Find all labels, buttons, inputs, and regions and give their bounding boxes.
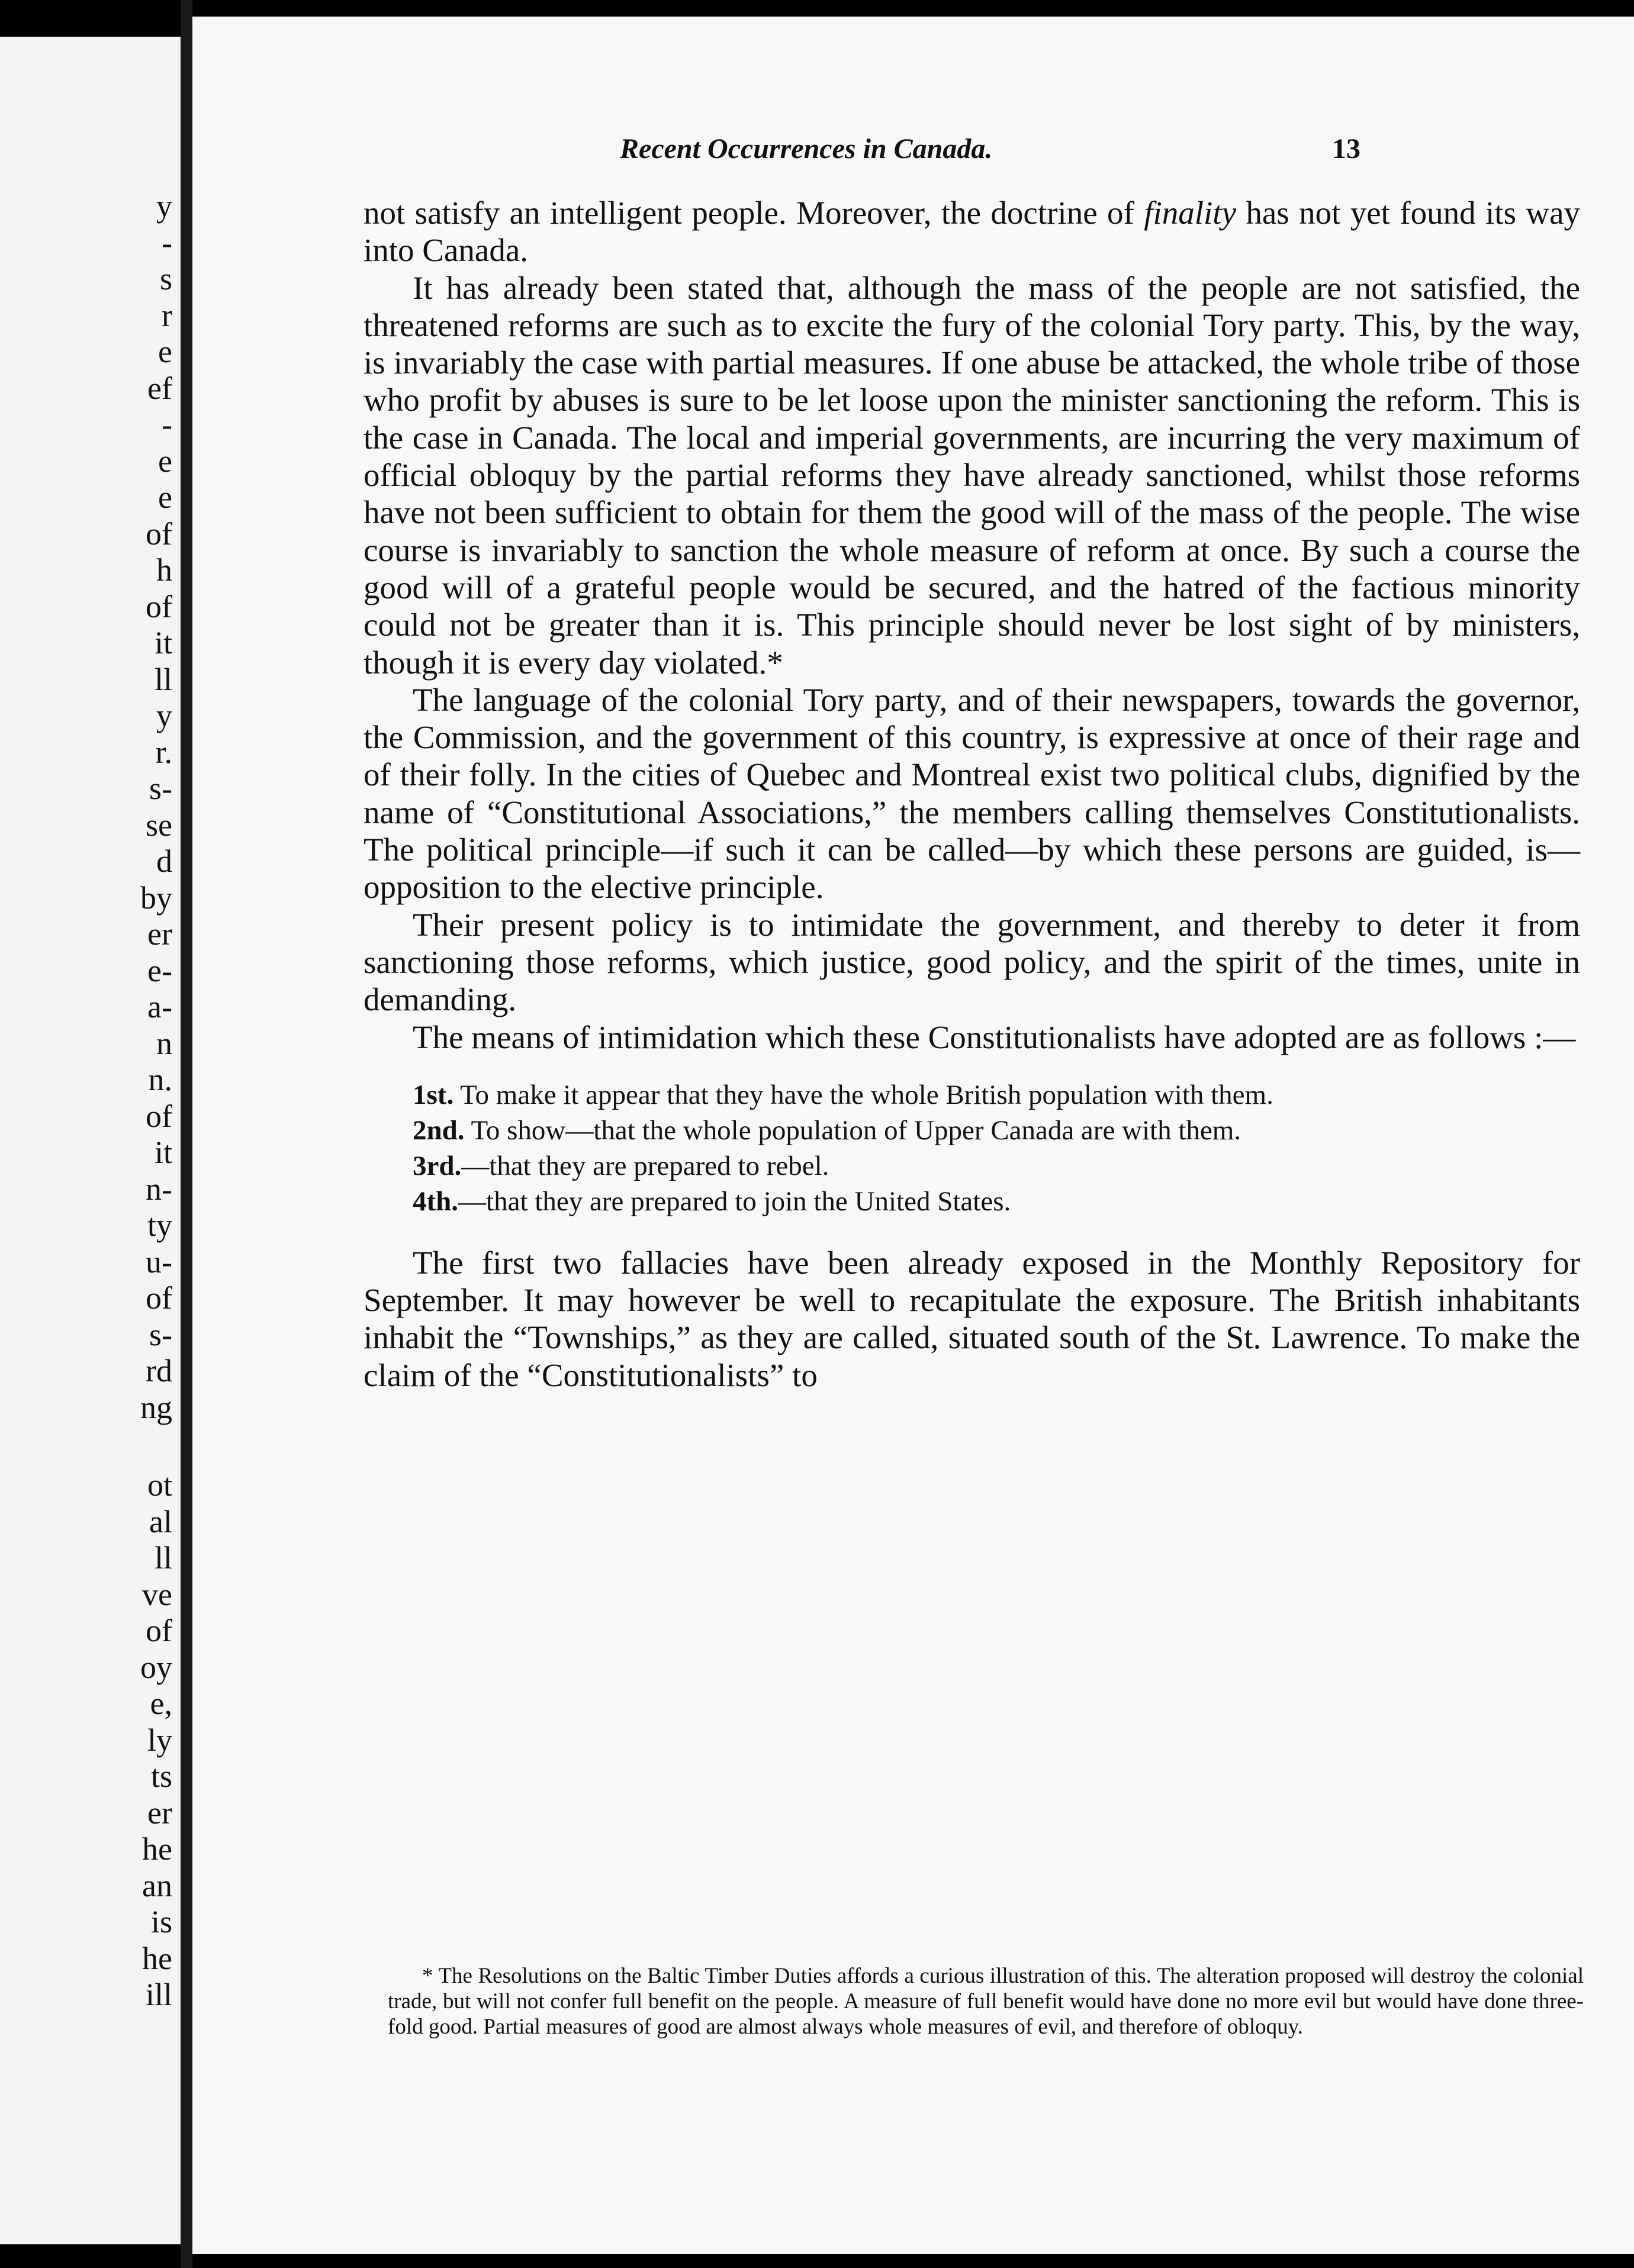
left-page-fragment: he — [142, 1940, 172, 1976]
left-page-fragment: e — [158, 334, 172, 369]
left-page-fragment: ve — [142, 1576, 172, 1612]
closing-paragraph: The first two fallacies have been already exposed in the Monthly Repository for September. It may however be well to recapitulate the exposure. The British inhabitants inhabit the “Townships,” as they are called, situated south of the St. Lawrence. To make the claim of the “Constitutionalists” to — [364, 1244, 1580, 1393]
list-item — [364, 1113, 1580, 1148]
list-text: To show—that the whole population of Upper Canada are with them. — [471, 1114, 1241, 1146]
left-page-fragment: ef — [147, 370, 172, 406]
list-text: —that they are prepared to rebel. — [461, 1150, 829, 1181]
list-item — [364, 1184, 1580, 1219]
list-text: —that they are prepared to join the United States. — [458, 1185, 1011, 1217]
left-page-fragment: ly — [147, 1722, 172, 1758]
list-item — [364, 1148, 1580, 1184]
left-page-fragment: it — [154, 1135, 172, 1170]
list-text: To make it appear that they have the whole British population with them. — [460, 1079, 1273, 1110]
left-page-fragment: r. — [155, 734, 172, 770]
left-page-fragment: y — [156, 698, 172, 733]
paragraph: The language of the colonial Tory party, and of their newspapers, towards the governor, the Commission, and the government of this country, is expressive at once of their rage and of their folly. In the cities of Quebec and Montreal exist two political clubs, dignified by the name of “Constitutional Associations,” the members calling themselves Constitutionalists. The political principle—if such it can be called—by which these persons are guided, is—opposition to the elective principle. — [364, 681, 1580, 906]
left-page-fragment: y — [156, 188, 172, 224]
left-page-fragment: he — [142, 1831, 172, 1867]
left-page-fragment: ll — [154, 1540, 172, 1576]
page-number: 13 — [1332, 133, 1360, 165]
right-page — [192, 17, 1634, 2254]
left-page-fragment: n — [156, 1025, 172, 1061]
left-page-fragment: r — [162, 297, 172, 333]
left-page-fragment: of — [146, 1613, 172, 1648]
left-page-fragment: of — [146, 588, 172, 624]
left-page-fragment: s- — [149, 771, 172, 806]
left-page-fragment: of — [146, 1098, 172, 1134]
left-page-fragment: an — [142, 1867, 172, 1903]
left-page-fragment: er — [147, 1795, 172, 1831]
left-page-fragment: er — [147, 916, 172, 952]
left-page-fragment — [140, 1426, 172, 1467]
page-header — [192, 133, 1634, 180]
left-page-fragment: u- — [146, 1243, 172, 1280]
left-page-fragment: oy — [140, 1649, 172, 1685]
list-number: 2nd. — [413, 1114, 465, 1146]
left-page-fragment: - — [162, 407, 172, 442]
left-page-fragment: e — [158, 479, 172, 515]
list-number: 3rd. — [413, 1150, 462, 1181]
left-page-fragment: ll — [154, 661, 172, 697]
left-page-fragment: ot — [147, 1467, 172, 1503]
left-page-fragment: s- — [149, 1316, 172, 1352]
left-page-fragment: s — [159, 261, 172, 297]
left-page-fragment: n- — [146, 1171, 172, 1207]
list-item — [364, 1077, 1580, 1113]
left-page-fragment: of — [146, 516, 172, 552]
left-page-fragment: n. — [148, 1062, 172, 1097]
left-page-fragment: ng — [140, 1389, 172, 1425]
left-page-edge — [0, 37, 181, 2244]
paragraph: Their present policy is to intimidate the government, and thereby to deter it from sanctioning those reforms, which justice, good policy, and the spirit of the times, unite in demanding. — [364, 906, 1580, 1018]
left-page-fragment: ill — [145, 1977, 172, 2012]
body-text — [364, 194, 1580, 1394]
left-page-fragment: rd — [146, 1353, 172, 1388]
left-page-fragments — [140, 188, 172, 2014]
paragraph: It has already been stated that, although the mass of the people are not satisfied, the threatened reforms are such as to excite the fury of the colonial Tory party. This, by the way, is invariably the case with partial measures. If one abuse be attacked, the whole tribe of those who profit by abuses is sure to be let loose upon the minister sanctioning the reform. This is the case in Canada. The local and imperial governments, are incurring the very maximum of official obloquy by the partial reforms they have already sanctioned, whilst those reforms have not been sufficient to obtain for them the good will of the mass of the people. The wise course is invariably to sanction the whole measure of reform at once. By such a course the good will of a grateful people would be secured, and the hatred of the factious minority could not be greater than it is. This principle should never be lost sight of by ministers, though it is every day violated.* — [364, 269, 1580, 681]
left-page-fragment: - — [162, 224, 172, 260]
paragraph: not satisfy an intelligent people. Moreover, the doctrine of finality has not yet found its way into Canada. — [364, 195, 1580, 269]
left-page-fragment: is — [150, 1904, 172, 1940]
left-page-fragment: by — [140, 880, 172, 916]
left-page-fragment: ty — [147, 1207, 172, 1243]
left-page-fragment: a- — [147, 989, 172, 1025]
left-page-fragment: al — [149, 1503, 172, 1539]
footnote: * The Resolutions on the Baltic Timber Duties affords a curious illustration of this. The alteration proposed will destroy the colonial trade, but will not confer full benefit on the people. A measure of full benefit would have done no more evil but would have done three-fold good. Partial measures of good are almost always whole measures of evil, and therefore of obloquy. — [388, 1964, 1584, 2040]
left-page-fragment: it — [154, 625, 172, 661]
list-number: 1st. — [413, 1079, 454, 1110]
left-page-fragment: ts — [150, 1758, 172, 1794]
left-page-fragment: of — [146, 1280, 172, 1316]
running-title: Recent Occurrences in Canada. — [620, 133, 993, 165]
paragraph: The means of intimidation which these Constitutionalists have adopted are as follows :— — [413, 1019, 1576, 1055]
left-page-fragment: se — [146, 807, 172, 843]
left-page-fragment: e — [158, 443, 172, 479]
left-page-fragment: h — [156, 552, 172, 588]
list-number: 4th. — [413, 1185, 459, 1217]
left-page-fragment: d — [156, 843, 172, 879]
numbered-list — [364, 1077, 1580, 1219]
left-page-fragment: e- — [147, 952, 172, 988]
page-gutter — [181, 0, 192, 2268]
left-page-fragment: e, — [150, 1686, 172, 1721]
